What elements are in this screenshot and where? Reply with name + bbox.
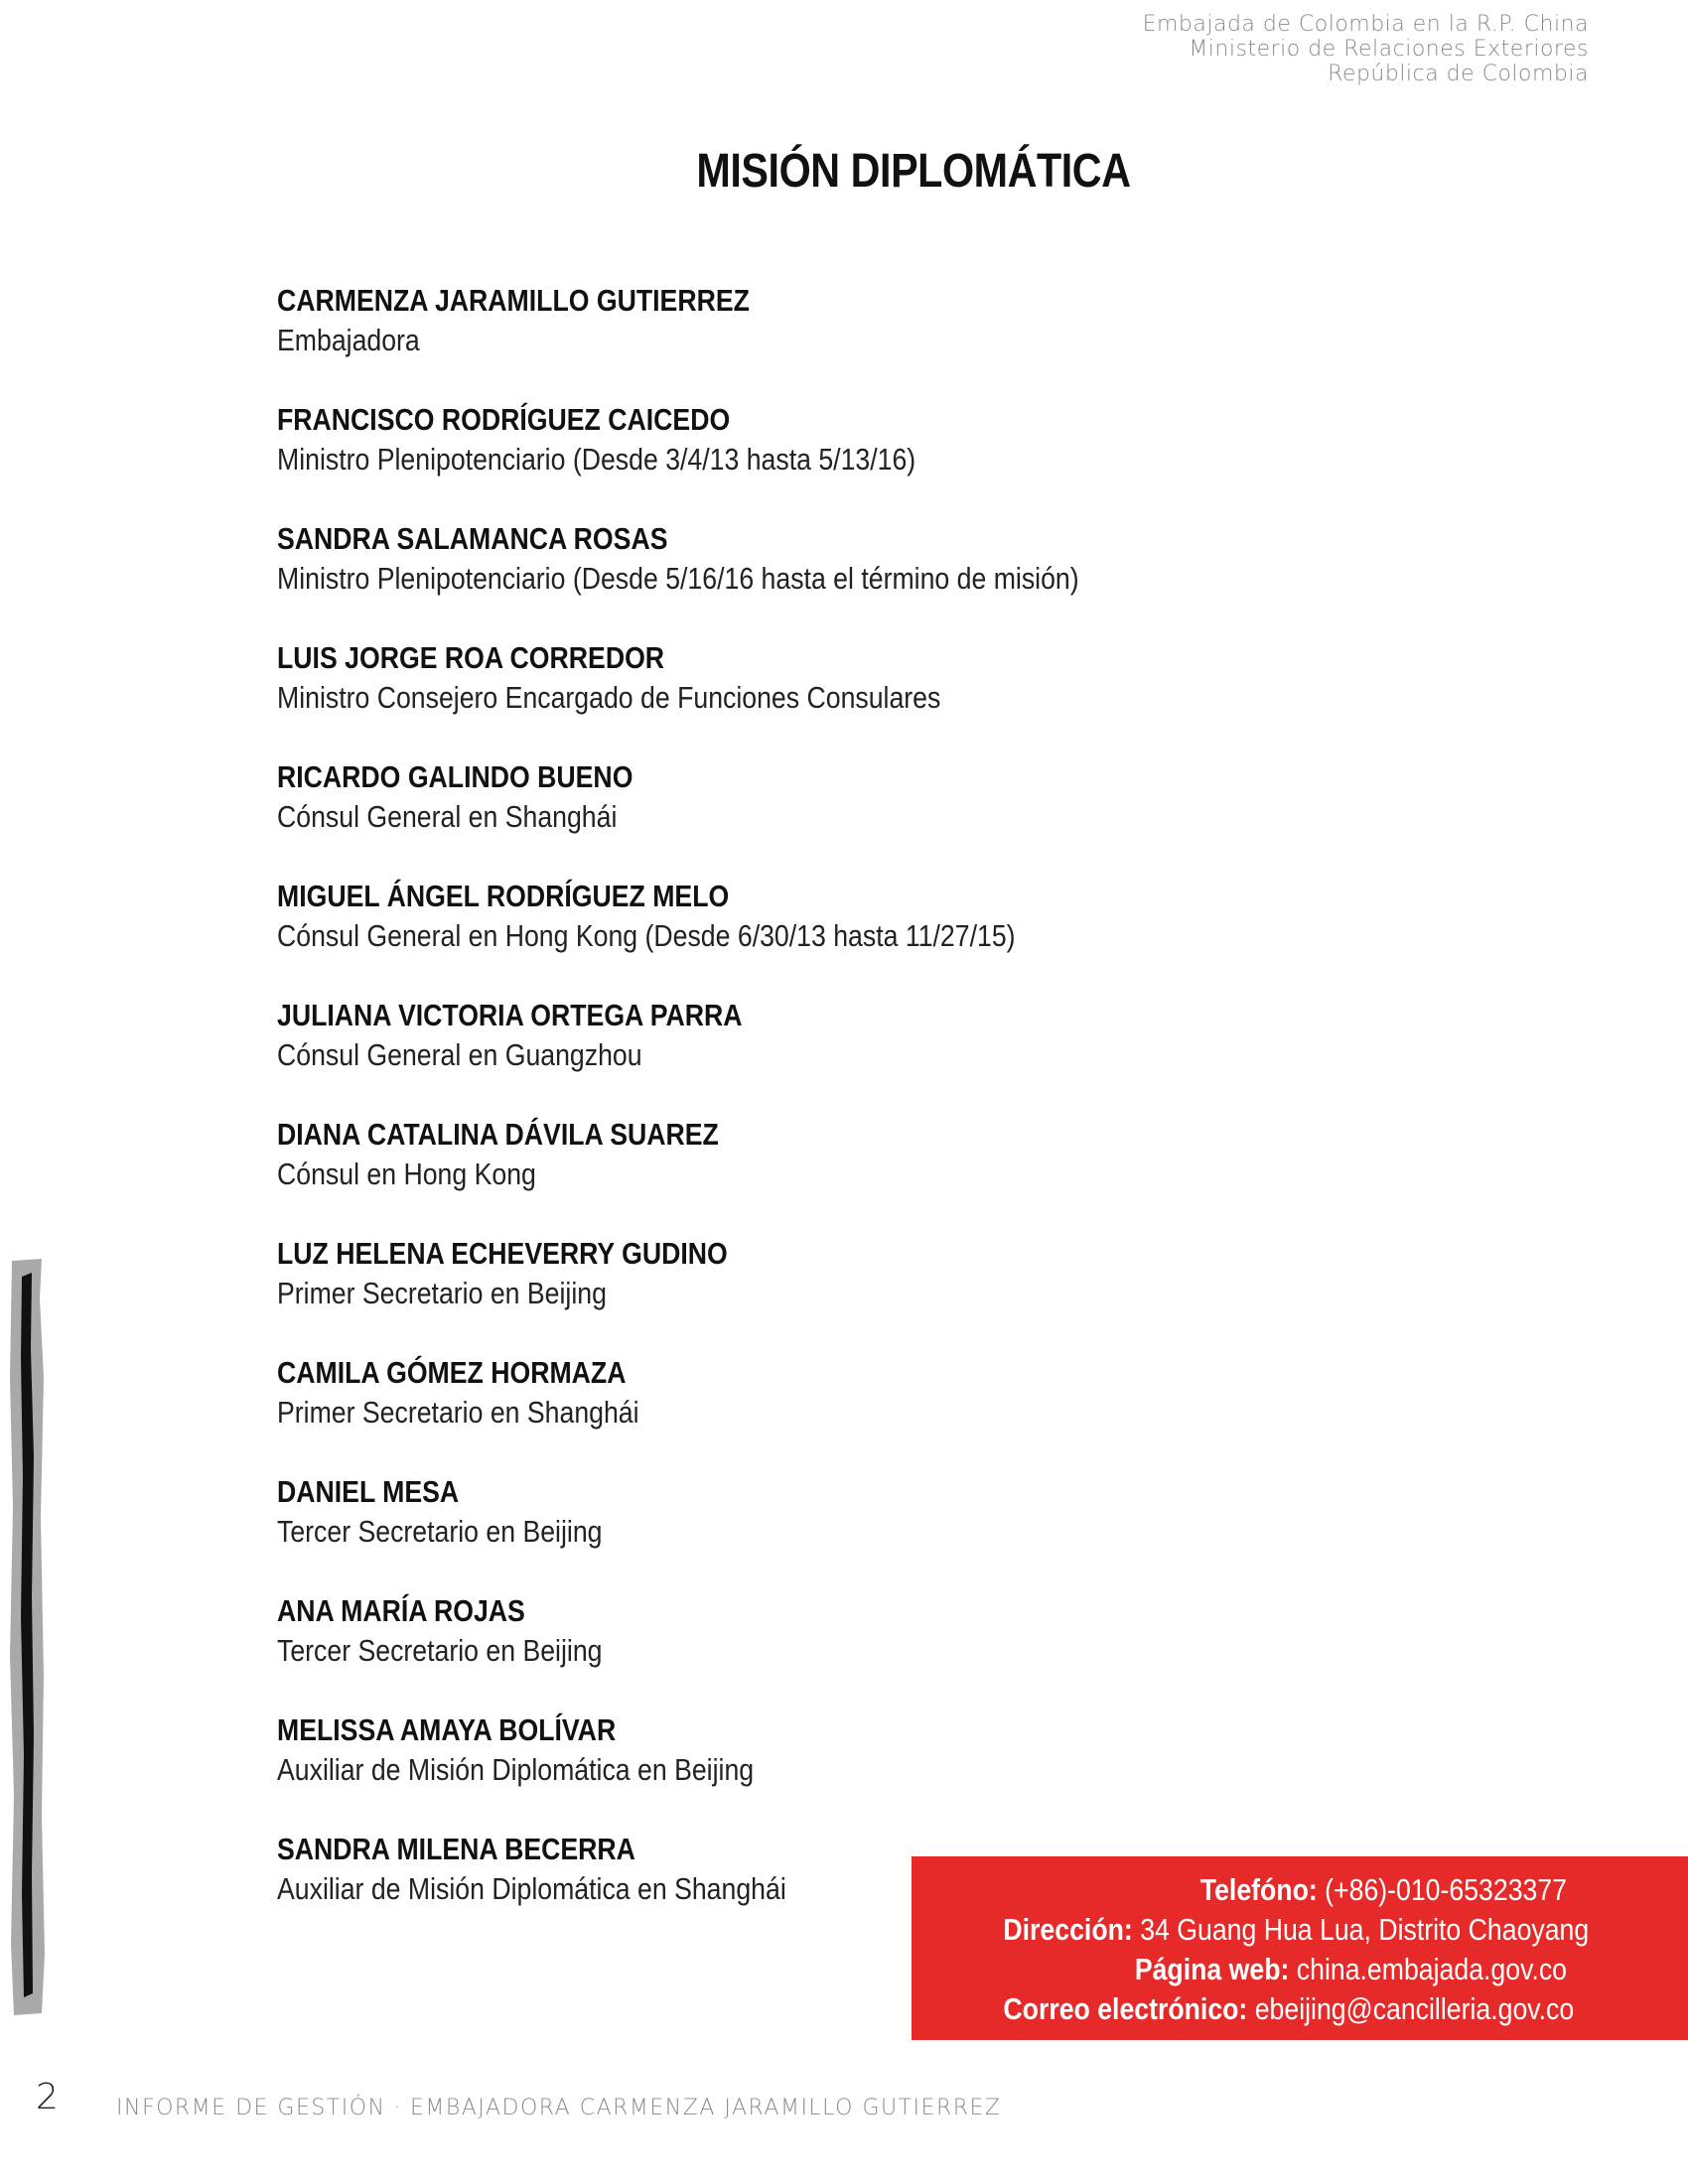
- member-role: Primer Secretario en Shanghái: [277, 1395, 639, 1430]
- member-name: RICARDO GALINDO BUENO: [277, 759, 633, 794]
- footer-author: EMBAJADORA CARMENZA JARAMILLO GUTIERREZ: [410, 2096, 1002, 2120]
- contact-box: [912, 1856, 1688, 2040]
- member-role: Cónsul General en Shanghái: [277, 799, 618, 834]
- footer-report-title: INFORME DE GESTIÓN: [116, 2096, 386, 2120]
- member-role: Auxiliar de Misión Diplomática en Shanghái: [277, 1871, 786, 1906]
- member-name: CAMILA GÓMEZ HORMAZA: [277, 1355, 627, 1390]
- member-name: DIANA CATALINA DÁVILA SUAREZ: [277, 1117, 719, 1152]
- member-name: SANDRA MILENA BECERRA: [277, 1832, 635, 1866]
- member-name: FRANCISCO RODRÍGUEZ CAICEDO: [277, 402, 731, 437]
- web-label: Página web:: [1134, 1952, 1290, 1986]
- member-list: [277, 280, 1209, 1948]
- member-item: [277, 756, 1209, 876]
- address-label: Dirección:: [1003, 1912, 1133, 1947]
- member-role: Ministro Plenipotenciario (Desde 5/16/16 hasta el término de misión): [277, 561, 1079, 596]
- member-name: SANDRA SALAMANCA ROSAS: [277, 521, 668, 556]
- member-role: Tercer Secretario en Beijing: [277, 1514, 603, 1549]
- phone-label: Telefóno:: [1199, 1872, 1318, 1907]
- member-role: Ministro Consejero Encargado de Funciones Consulares: [277, 680, 941, 715]
- member-role: Primer Secretario en Beijing: [277, 1276, 607, 1310]
- member-item: [277, 1709, 1209, 1829]
- page-title: MISIÓN DIPLOMÁTICA: [696, 145, 1131, 198]
- contact-phone: [1003, 1870, 1567, 1910]
- member-item: [277, 1114, 1209, 1233]
- page-header: [1143, 12, 1589, 86]
- member-name: ANA MARÍA ROJAS: [277, 1593, 525, 1628]
- member-name: LUIS JORGE ROA CORREDOR: [277, 640, 665, 675]
- member-item: [277, 1352, 1209, 1471]
- header-country: República de Colombia: [1328, 62, 1589, 86]
- brush-stroke-decoration: [8, 1259, 48, 2015]
- member-name: DANIEL MESA: [277, 1474, 460, 1509]
- member-item: [277, 876, 1209, 995]
- header-ministry: Ministerio de Relaciones Exteriores: [1189, 37, 1589, 62]
- member-name: MELISSA AMAYA BOLÍVAR: [277, 1712, 617, 1747]
- member-name: JULIANA VICTORIA ORTEGA PARRA: [277, 998, 743, 1032]
- member-item: [277, 399, 1209, 518]
- member-role: Cónsul en Hong Kong: [277, 1157, 536, 1191]
- address-value: 34 Guang Hua Lua, Distrito Chaoyang: [1132, 1912, 1590, 1947]
- member-role: Embajadora: [277, 323, 420, 357]
- member-item: [277, 1590, 1209, 1709]
- member-item: [277, 637, 1209, 756]
- email-value[interactable]: ebeijing@cancilleria.gov.co: [1247, 1991, 1575, 2026]
- contact-email: [1003, 1989, 1575, 2029]
- contact-web: [1003, 1950, 1567, 1989]
- page-number: 2: [36, 2077, 59, 2117]
- member-role: Ministro Plenipotenciario (Desde 3/4/13 hasta 5/13/16): [277, 442, 916, 477]
- web-value[interactable]: china.embajada.gov.co: [1289, 1952, 1567, 1986]
- member-item: [277, 1233, 1209, 1352]
- member-item: [277, 995, 1209, 1114]
- header-embassy: Embajada de Colombia en la R.P. China: [1142, 12, 1589, 37]
- member-name: LUZ HELENA ECHEVERRY GUDINO: [277, 1236, 728, 1271]
- member-role: Tercer Secretario en Beijing: [277, 1633, 603, 1668]
- member-name: MIGUEL ÁNGEL RODRÍGUEZ MELO: [277, 879, 730, 913]
- email-label: Correo electrónico:: [1003, 1991, 1248, 2026]
- member-role: Cónsul General en Guangzhou: [277, 1037, 642, 1072]
- phone-value: (+86)-010-65323377: [1317, 1872, 1567, 1907]
- member-role: Auxiliar de Misión Diplomática en Beijing: [277, 1752, 755, 1787]
- member-role: Cónsul General en Hong Kong (Desde 6/30/13 hasta 11/27/15): [277, 918, 1016, 953]
- page-footer: [116, 2096, 1002, 2120]
- member-item: [277, 518, 1209, 637]
- member-item: [277, 1471, 1209, 1590]
- contact-address: [1003, 1910, 1590, 1950]
- member-name: CARMENZA JARAMILLO GUTIERREZ: [277, 283, 750, 318]
- footer-separator: ·: [393, 2096, 403, 2120]
- member-item: [277, 280, 1209, 399]
